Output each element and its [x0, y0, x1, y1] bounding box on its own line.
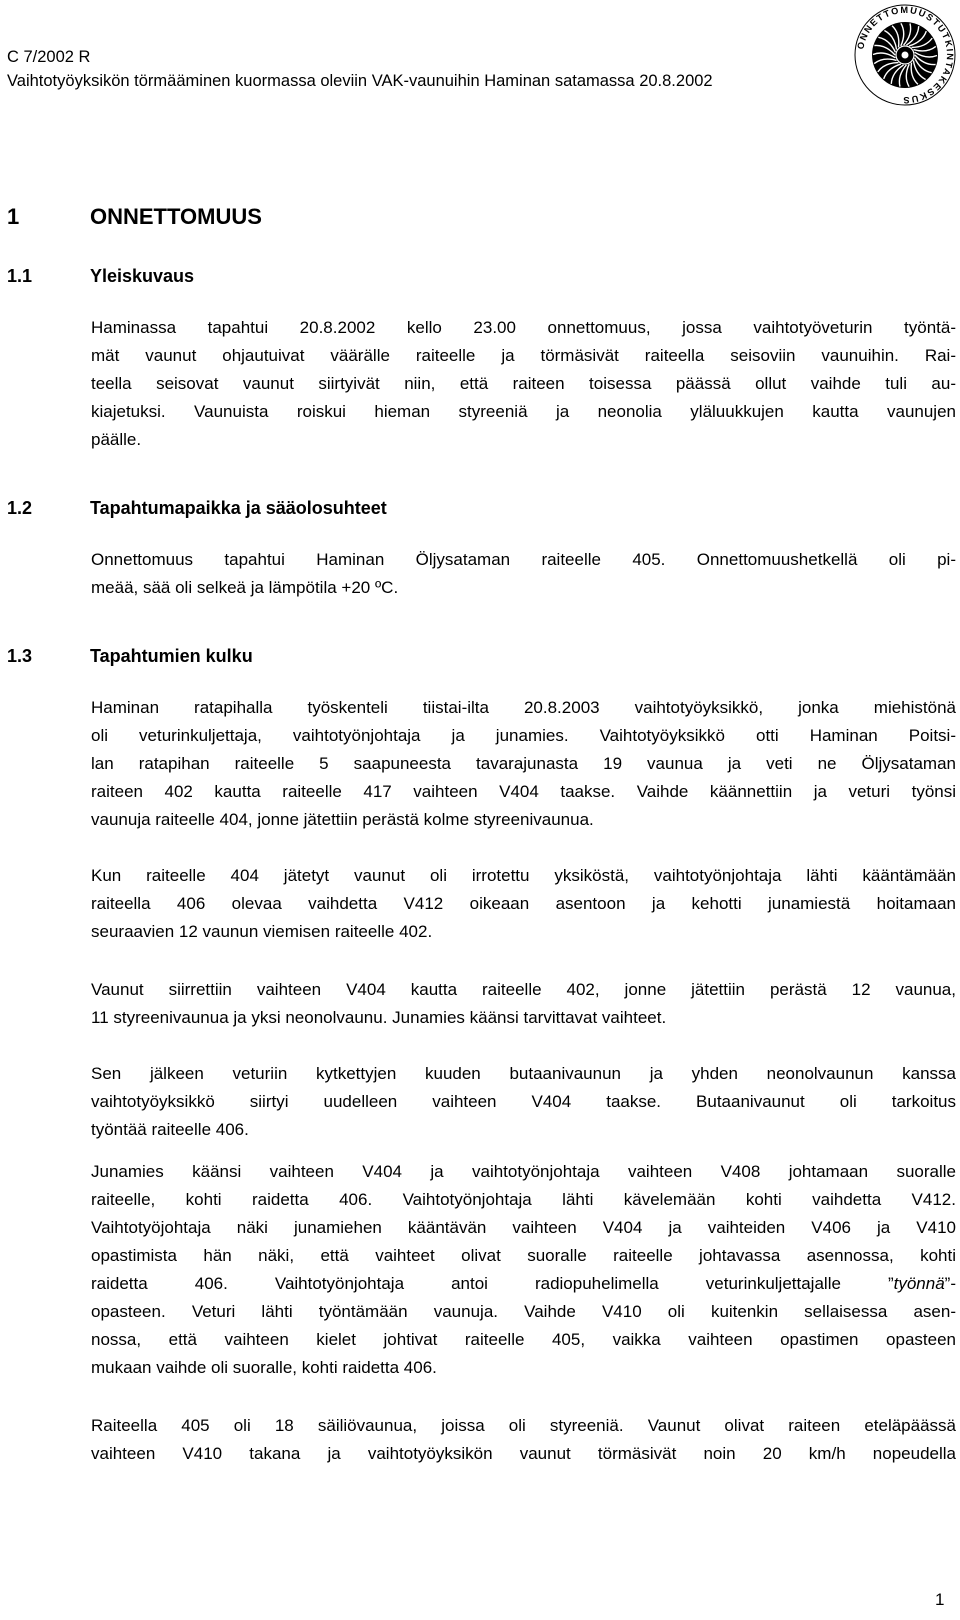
- text-line: Raiteella 405 oli 18 säiliövaunua, joissa oli styreeniä. Vaunut olivat raiteen eteläpäässä: [91, 1416, 956, 1435]
- text-line: opasteen. Veturi lähti työntämään vaunuja. Vaihde V410 oli kuitenkin sellaisessa asen-: [91, 1302, 956, 1321]
- paragraph-kulku-2: [91, 862, 956, 946]
- report-id: C 7/2002 R: [7, 48, 91, 66]
- otk-seal-logo: [852, 2, 958, 108]
- report-title: Vaihtotyöyksikön törmääminen kuormassa oleviin VAK-vaunuihin Haminan satamassa 20.8.2002: [7, 71, 713, 90]
- paragraph-kulku-6: [91, 1412, 956, 1468]
- text-line: työntää raiteelle 406.: [91, 1120, 249, 1139]
- text-line: kiajetuksi. Vaunuista roiskui hieman styreeniä ja neonolia yläluukkujen kautta vaunujen: [91, 402, 956, 421]
- paragraph-kulku-1: [91, 694, 956, 834]
- page-header: [7, 46, 713, 94]
- text-line: [91, 1270, 956, 1298]
- text-line: mukaan vaihde oli suoralle, kohti raidetta 406.: [91, 1358, 437, 1377]
- text-line: Junamies käänsi vaihteen V404 ja vaihtotyönjohtaja vaihteen V408 johtamaan suoralle: [91, 1162, 956, 1181]
- text-line: teella seisovat vaunut siirtyivät niin, että raiteen toisessa päässä ollut vaihde tuli au-: [91, 374, 956, 393]
- text-line: vaihteen V410 takana ja vaihtotyöyksikön vaunut törmäsivät noin 20 km/h nopeudella: [91, 1444, 956, 1463]
- text-line: Kun raiteelle 404 jätetyt vaunut oli irrotettu yksiköstä, vaihtotyönjohtaja lähti kääntämään: [91, 866, 956, 885]
- section-number: 1.2: [7, 498, 33, 518]
- text-line: raiteen 402 kautta raiteelle 417 vaihteen V404 taakse. Vaihde käännettiin ja veturi työnsi: [91, 782, 956, 801]
- text-line: nossa, että vaihteen kielet johtivat raiteelle 405, vaikka vaihteen opastimen opasteen: [91, 1330, 956, 1349]
- paragraph-kulku-5: [91, 1158, 956, 1382]
- text-line: Haminan ratapihalla työskenteli tiistai-ilta 20.8.2003 vaihtotyöyksikkö, jonka miehistönä: [91, 698, 956, 717]
- text-line: Sen jälkeen veturiin kytkettyjen kuuden butaanivaunun ja yhden neonolvaunun kanssa: [91, 1064, 956, 1083]
- paragraph-kulku-3: [91, 976, 956, 1032]
- seal-text: ONNETTOMUUSTUTKINTAKESKUS: [855, 4, 956, 106]
- text-line: lan ratapihan raiteelle 5 saapuneesta tavarajunasta 19 vaunua ja veti ne Öljysataman: [91, 754, 956, 773]
- text-line: opastimista hän näki, että vaihteet olivat suoralle raiteelle johtavassa asennossa, kohti: [91, 1246, 956, 1265]
- text-line: vaunuja raiteelle 404, jonne jätettiin perästä kolme styreenivaunua.: [91, 810, 594, 829]
- text-line: mät vaunut ohjautuivat väärälle raiteelle ja törmäsivät raiteella seisoviin vaunuihin. Rai-: [91, 346, 956, 365]
- paragraph-kulku-4: [91, 1060, 956, 1144]
- section-number: 1: [7, 204, 20, 229]
- section-title: ONNETTOMUUS: [90, 204, 262, 229]
- text-line: raiteelle, kohti raidetta 406. Vaihtotyönjohtaja lähti kävelemään kohti vaihdetta V412.: [91, 1190, 956, 1209]
- text-line: 11 styreenivaunua ja yksi neonolvaunu. Junamies käänsi tarvittavat vaihteet.: [91, 1008, 667, 1027]
- section-heading-1-2: [7, 498, 387, 519]
- text-line: seuraavien 12 vaunun viemisen raiteelle 402.: [91, 922, 433, 941]
- section-title: Yleiskuvaus: [90, 266, 195, 286]
- text-line: päälle.: [91, 430, 142, 449]
- text-fragment: ”-: [944, 1274, 956, 1293]
- section-number: 1.3: [7, 646, 33, 666]
- section-title: Tapahtumien kulku: [90, 646, 253, 666]
- section-title: Tapahtumapaikka ja sääolosuhteet: [90, 498, 387, 518]
- section-number: 1.1: [7, 266, 33, 286]
- text-line: oli veturinkuljettaja, vaihtotyönjohtaja ja junamies. Vaihtotyöyksikkö otti Haminan Poitsi-: [91, 726, 956, 745]
- text-line: Vaihtotyöjohtaja näki junamiehen kääntävän vaihteen V404 ja vaihteiden V406 ja V410: [91, 1218, 956, 1237]
- paragraph-tapahtumapaikka: [91, 546, 956, 602]
- italic-term: työnnä: [893, 1274, 945, 1293]
- text-line: meää, sää oli selkeä ja lämpötila +20 ºC.: [91, 578, 399, 597]
- section-heading-1-1: [7, 266, 194, 287]
- page-number: 1: [935, 1590, 945, 1609]
- section-heading-1: [7, 204, 262, 230]
- text-line: vaihtotyöyksikkö siirtyi uudelleen vaihteen V404 taakse. Butaanivaunut oli tarkoitus: [91, 1092, 956, 1111]
- text-line: Vaunut siirrettiin vaihteen V404 kautta raiteelle 402, jonne jätettiin perästä 12 vaunua,: [91, 980, 956, 999]
- text-fragment: raidetta 406. Vaihtotyönjohtaja antoi radiopuhelimella veturinkuljettajalle ”: [91, 1274, 894, 1293]
- text-line: raiteella 406 olevaa vaihdetta V412 oikeaan asentoon ja kehotti junamiestä hoitamaan: [91, 894, 956, 913]
- section-heading-1-3: [7, 646, 253, 667]
- text-line: Haminassa tapahtui 20.8.2002 kello 23.00 onnettomuus, jossa vaihtotyöveturin työntä-: [91, 318, 956, 337]
- text-line: Onnettomuus tapahtui Haminan Öljysataman raiteelle 405. Onnettomuushetkellä oli pi-: [91, 550, 956, 569]
- paragraph-yleiskuvaus: [91, 314, 956, 454]
